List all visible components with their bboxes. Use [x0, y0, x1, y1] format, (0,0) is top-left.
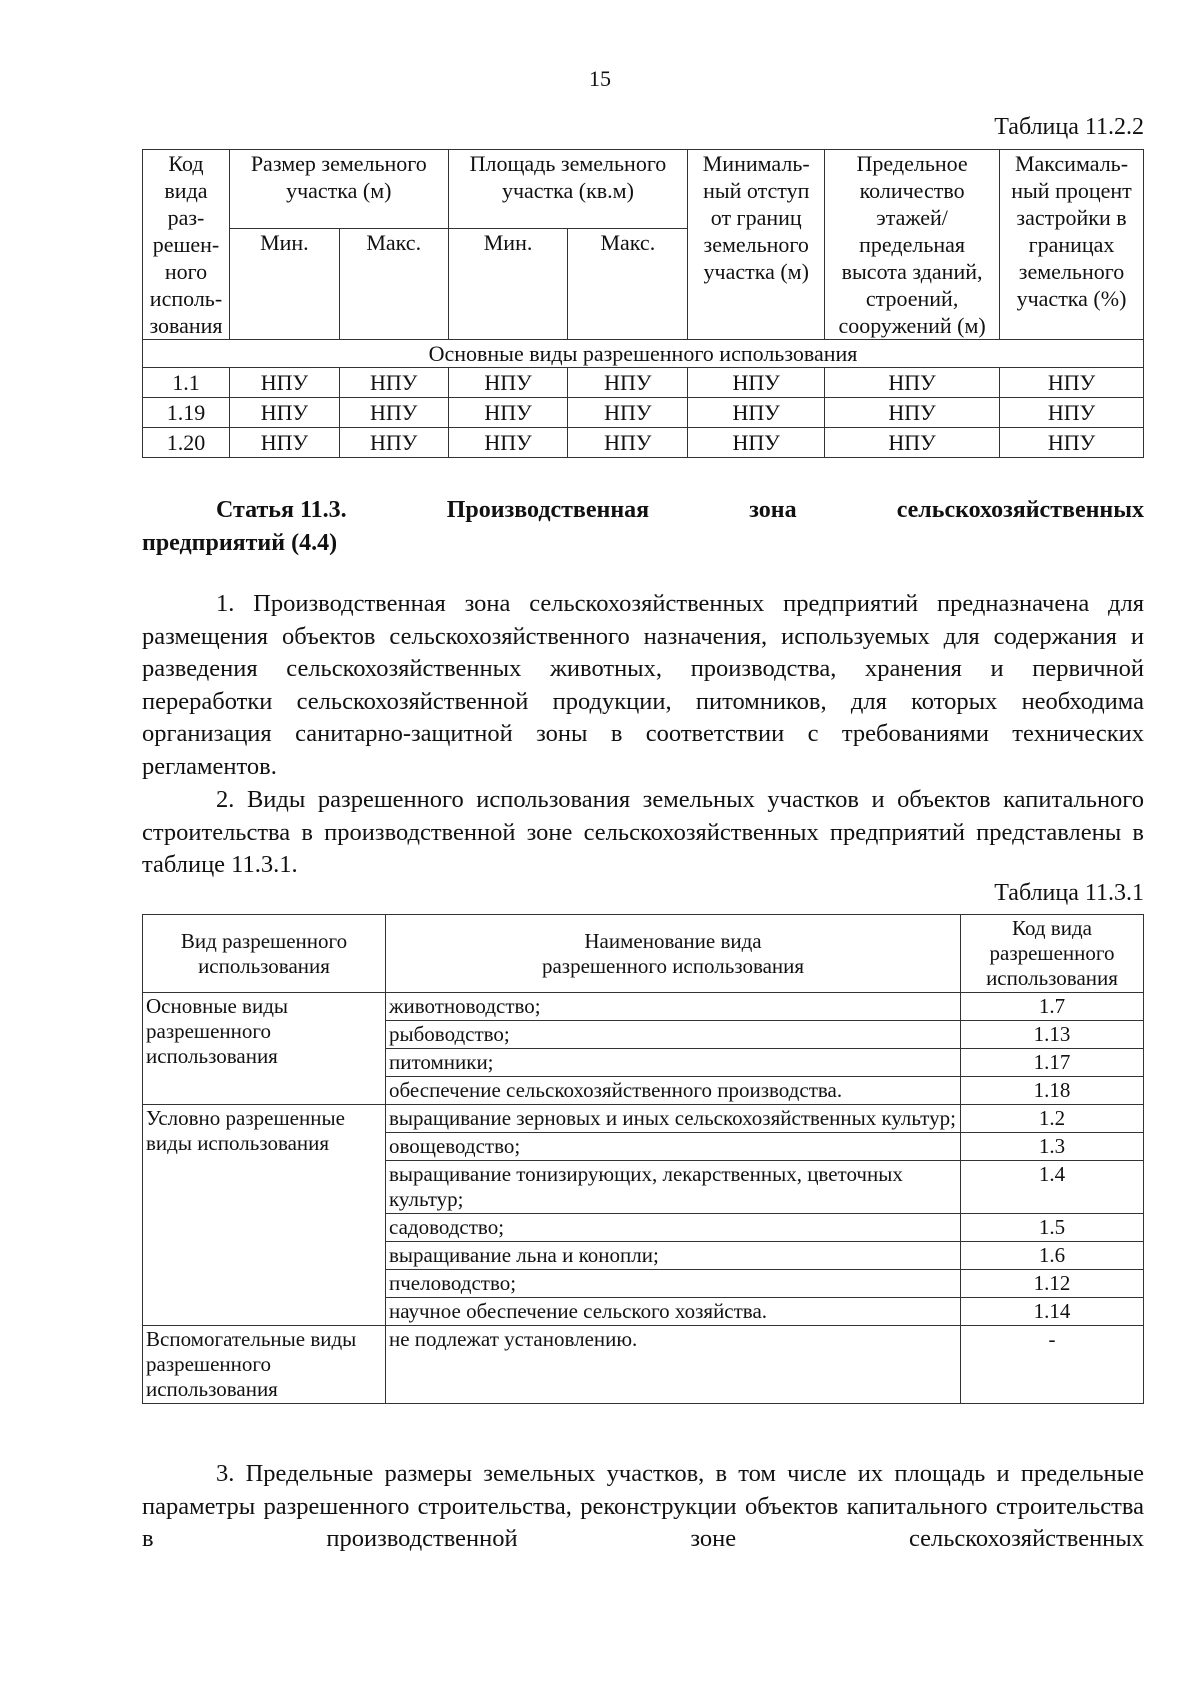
- table-row: [143, 368, 1144, 398]
- article-title-word: сельскохозяйственных: [896, 497, 1144, 523]
- use-name: выращивание тонизирующих, лекарственных, цветочных культур;: [386, 1161, 961, 1214]
- use-name: рыбоводство;: [386, 1021, 961, 1049]
- cell-value: НПУ: [568, 398, 688, 428]
- cell-value: НПУ: [688, 368, 825, 398]
- cell-value: НПУ: [825, 398, 1000, 428]
- header-offset: Минималь-ный отступ от границ земельного участка (м): [688, 150, 825, 340]
- group-label: Условно разрешенные виды использования: [143, 1105, 386, 1326]
- use-code: 1.17: [961, 1049, 1144, 1077]
- table-row: [143, 1105, 1144, 1133]
- header-size: Размер земельного участка (м): [229, 150, 448, 229]
- paragraph-1: 1. Производственная зона сельскохозяйственных предприятий предназначена для размещения объектов сельскохозяйственного назначения, используемых для содержания и разведения сельскохозяйственных животных, производства, хранения и первичной переработки сельскохозяйственной продукции, питомников, для которых необходима организация санитарно-защитной зоны в соответствии с требованиями технических регламентов.: [142, 590, 1144, 780]
- cell-value: НПУ: [448, 398, 568, 428]
- table-11-3-1: [142, 914, 1144, 1404]
- use-name: обеспечение сельскохозяйственного производства.: [386, 1077, 961, 1105]
- use-code: -: [961, 1326, 1144, 1404]
- cell-value: НПУ: [448, 368, 568, 398]
- header-name-line-1: Наименование вида: [584, 928, 762, 953]
- use-code: 1.12: [961, 1270, 1144, 1298]
- article-heading-line-1: [142, 494, 1144, 527]
- cell-value: НПУ: [339, 428, 448, 458]
- use-code: 1.7: [961, 993, 1144, 1021]
- use-name: питомники;: [386, 1049, 961, 1077]
- paragraph-3: 3. Предельные размеры земельных участков, в том числе их площадь и предельные параметры разрешенного строительства, реконструкции объектов капитального строительства в производственной зоне сельскохозяйственных: [142, 1460, 1144, 1552]
- cell-value: НПУ: [339, 398, 448, 428]
- table-row: [143, 1326, 1144, 1404]
- table-11-2-2: [142, 149, 1144, 458]
- table-11-2-2-caption: Таблица 11.2.2: [994, 114, 1144, 140]
- use-code: 1.6: [961, 1242, 1144, 1270]
- header-size-max: Макс.: [339, 229, 448, 340]
- table-row: [143, 398, 1144, 428]
- header-area-min: Мин.: [448, 229, 568, 340]
- cell-value: НПУ: [1000, 428, 1144, 458]
- header-area-max: Макс.: [568, 229, 688, 340]
- page-number: 15: [589, 66, 611, 91]
- header-code: Код вида раз-решен-ного исполь-зования: [143, 150, 230, 340]
- header-code: Код вида разрешенного использования: [961, 915, 1144, 993]
- row-code: 1.19: [143, 398, 230, 428]
- article-number: Статья 11.3.: [216, 497, 347, 523]
- cell-value: НПУ: [688, 428, 825, 458]
- cell-value: НПУ: [229, 428, 339, 458]
- group-label: Вспомогательные виды разрешенного использования: [143, 1326, 386, 1404]
- table-11-3-1-caption: Таблица 11.3.1: [994, 880, 1144, 906]
- table-row: [143, 428, 1144, 458]
- use-name: пчеловодство;: [386, 1270, 961, 1298]
- cell-value: НПУ: [568, 428, 688, 458]
- cell-value: НПУ: [568, 368, 688, 398]
- use-name: животноводство;: [386, 993, 961, 1021]
- section-label: Основные виды разрешенного использования: [143, 340, 1144, 368]
- header-name: [386, 915, 961, 993]
- use-code: 1.2: [961, 1105, 1144, 1133]
- cell-value: НПУ: [1000, 398, 1144, 428]
- use-code: 1.13: [961, 1021, 1144, 1049]
- use-code: 1.3: [961, 1133, 1144, 1161]
- cell-value: НПУ: [229, 368, 339, 398]
- group-label: Основные виды разрешенного использования: [143, 993, 386, 1105]
- section-row: [143, 340, 1144, 368]
- cell-value: НПУ: [1000, 368, 1144, 398]
- cell-value: НПУ: [229, 398, 339, 428]
- use-name: выращивание льна и конопли;: [386, 1242, 961, 1270]
- use-name: овощеводство;: [386, 1133, 961, 1161]
- table-header-row: [143, 150, 1144, 229]
- use-name: не подлежат установлению.: [386, 1326, 961, 1404]
- paragraph-2: 2. Виды разрешенного использования земельных участков и объектов капитального строительства в производственной зоне сельскохозяйственных предприятий представлены в таблице 11.3.1.: [142, 786, 1144, 878]
- cell-value: НПУ: [688, 398, 825, 428]
- header-name-line-2: разрешенного использования: [541, 953, 805, 978]
- cell-value: НПУ: [825, 428, 1000, 458]
- table-header-row: [143, 915, 1144, 993]
- header-size-min: Мин.: [229, 229, 339, 340]
- cell-value: НПУ: [339, 368, 448, 398]
- use-name: выращивание зерновых и иных сельскохозяйственных культур;: [386, 1105, 961, 1133]
- article-title-word: зона: [749, 497, 797, 523]
- use-code: 1.5: [961, 1214, 1144, 1242]
- article-heading: [142, 494, 1144, 560]
- cell-value: НПУ: [448, 428, 568, 458]
- cell-value: НПУ: [825, 368, 1000, 398]
- use-name: научное обеспечение сельского хозяйства.: [386, 1298, 961, 1326]
- article-title-word: Производственная: [446, 497, 650, 523]
- row-code: 1.20: [143, 428, 230, 458]
- use-code: 1.14: [961, 1298, 1144, 1326]
- use-code: 1.4: [961, 1161, 1144, 1214]
- article-heading-line-2: предприятий (4.4): [142, 530, 338, 556]
- header-type: Вид разрешенного использования: [143, 915, 386, 993]
- header-floors: Предельное количество этажей/ предельная высота зданий, строений, сооружений (м): [825, 150, 1000, 340]
- header-percent: Максималь-ный процент застройки в границах земельного участка (%): [1000, 150, 1144, 340]
- table-row: [143, 993, 1144, 1021]
- use-code: 1.18: [961, 1077, 1144, 1105]
- header-area: Площадь земельного участка (кв.м): [448, 150, 688, 229]
- use-name: садоводство;: [386, 1214, 961, 1242]
- row-code: 1.1: [143, 368, 230, 398]
